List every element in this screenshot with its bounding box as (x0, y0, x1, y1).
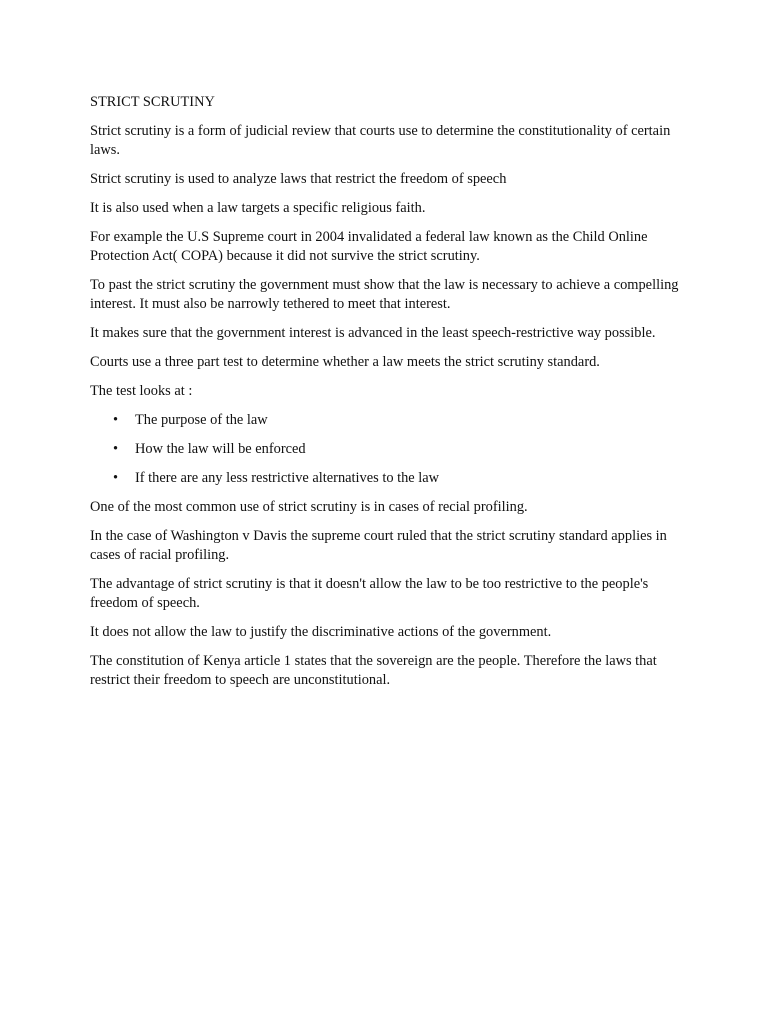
bullet-icon: • (113, 441, 119, 457)
list-item-text: The purpose of the law (135, 412, 268, 428)
paragraph: It makes sure that the government interest is advanced in the least speech-restrictive way possible. (90, 325, 656, 341)
paragraph: In the case of Washington v Davis the supreme court ruled that the strict scrutiny standard applies in cases of racial profiling. (90, 528, 667, 563)
document-body (90, 93, 690, 700)
paragraph: Strict scrutiny is a form of judicial review that courts use to determine the constitutionality of certain laws. (90, 123, 671, 158)
paragraph: The constitution of Kenya article 1 states that the sovereign are the people. Therefore the laws that restrict their freedom to speech are unconstitutional. (90, 653, 657, 688)
paragraph: One of the most common use of strict scrutiny is in cases of recial profiling. (90, 499, 528, 515)
list-item-text: If there are any less restrictive alternatives to the law (135, 470, 440, 486)
list-item (90, 440, 690, 459)
paragraph: Courts use a three part test to determine whether a law meets the strict scrutiny standard. (90, 354, 600, 370)
bullet-list (90, 411, 690, 488)
bullet-icon: • (113, 470, 119, 486)
list-item (90, 469, 690, 488)
paragraph: Strict scrutiny is used to analyze laws that restrict the freedom of speech (90, 171, 507, 187)
paragraph: The advantage of strict scrutiny is that it doesn't allow the law to be too restrictive to the people's freedom of speech. (90, 576, 649, 611)
list-item-text: How the law will be enforced (135, 441, 306, 457)
list-intro: The test looks at : (90, 383, 193, 399)
paragraph: It is also used when a law targets a specific religious faith. (90, 200, 426, 216)
paragraph: For example the U.S Supreme court in 2004 invalidated a federal law known as the Child Online Protection Act( COPA) because it did not survive the strict scrutiny. (90, 229, 648, 264)
document-title: STRICT SCRUTINY (90, 94, 215, 110)
bullet-icon: • (113, 412, 119, 428)
paragraph: To past the strict scrutiny the government must show that the law is necessary to achieve a compelling interest. It must also be narrowly tethered to meet that interest. (90, 277, 679, 312)
list-item (90, 411, 690, 430)
paragraph: It does not allow the law to justify the discriminative actions of the government. (90, 624, 552, 640)
